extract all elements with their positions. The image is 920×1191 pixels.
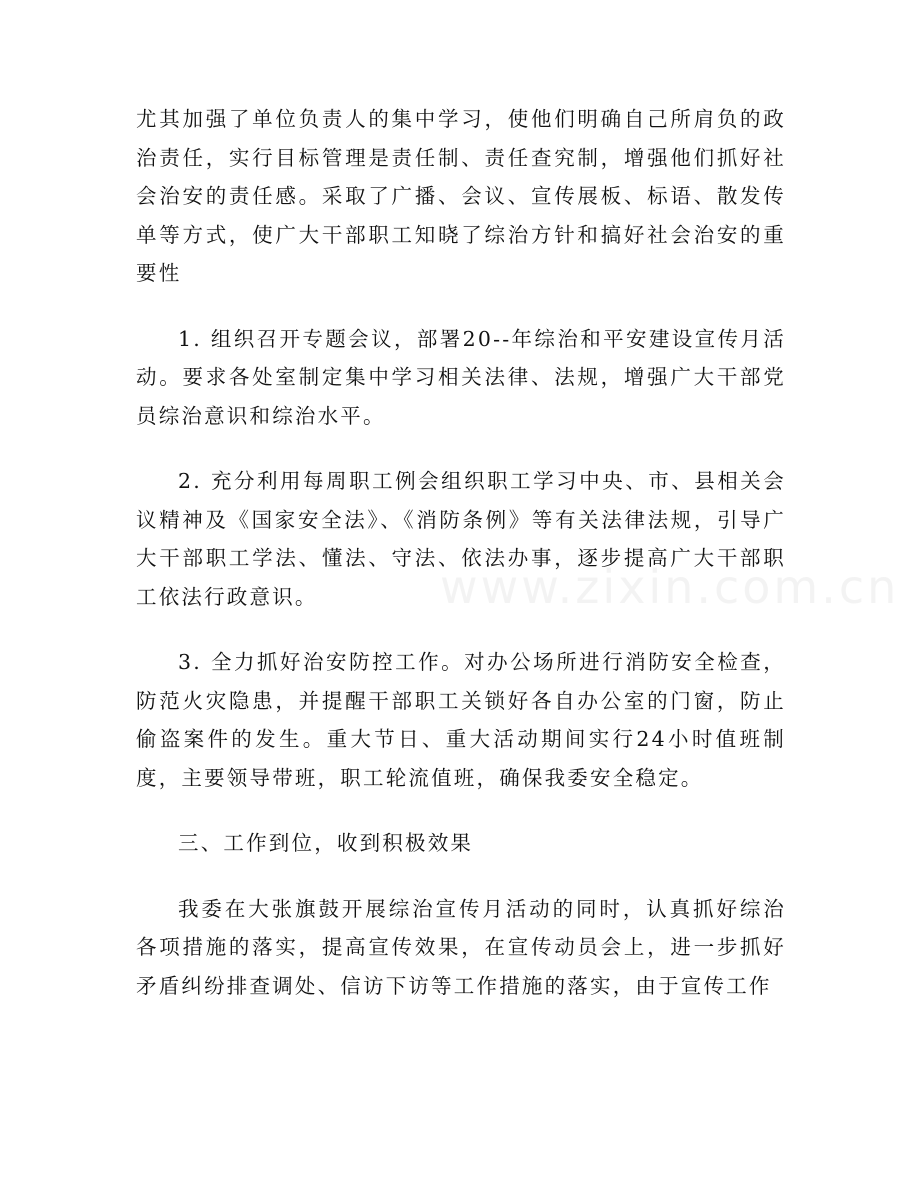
paragraph-item-3: 3. 全力抓好治安防控工作。对办公场所进行消防安全检查，防范火灾隐患，并提醒干部职工关锁好各自办公室的门窗，防止偷盗案件的发生。重大节日、重大活动期间实行24小时值班制度，主要领导带班，职工轮流值班，确保我委安全稳定。 [136, 650, 786, 790]
paragraph-intro: 尤其加强了单位负责人的集中学习，使他们明确自己所肩负的政治责任，实行目标管理是责任制、责任查究制，增强他们抓好社会治安的责任感。采取了广播、会议、宣传展板、标语、散发传单等方式，使广大干部职工知晓了综治方针和搞好社会治安的重要性 [136, 107, 786, 285]
paragraph-section-3-body: 我委在大张旗鼓开展综治宣传月活动的同时，认真抓好综治各项措施的落实，提高宣传效果，在宣传动员会上，进一步抓好矛盾纠纷排查调处、信访下访等工作措施的落实，由于宣传工作 [136, 896, 786, 998]
watermark-text: www.zixin.com.cn [440, 560, 900, 614]
document-body [136, 100, 786, 1032]
section-heading-3: 三、工作到位，收到积极效果 [178, 831, 474, 855]
paragraph-item-2: 2. 充分利用每周职工例会组织职工学习中央、市、县相关会议精神及《国家安全法》、《消防条例》等有关法律法规，引导广大干部职工学法、懂法、守法、依法办事，逐步提高广大干部职工依法行政意识。 [136, 469, 786, 609]
paragraph-item-1: 1. 组织召开专题会议，部署20--年综治和平安建设宣传月活动。要求各处室制定集中学习相关法律、法规，增强广大干部党员综治意识和综治水平。 [136, 326, 786, 428]
